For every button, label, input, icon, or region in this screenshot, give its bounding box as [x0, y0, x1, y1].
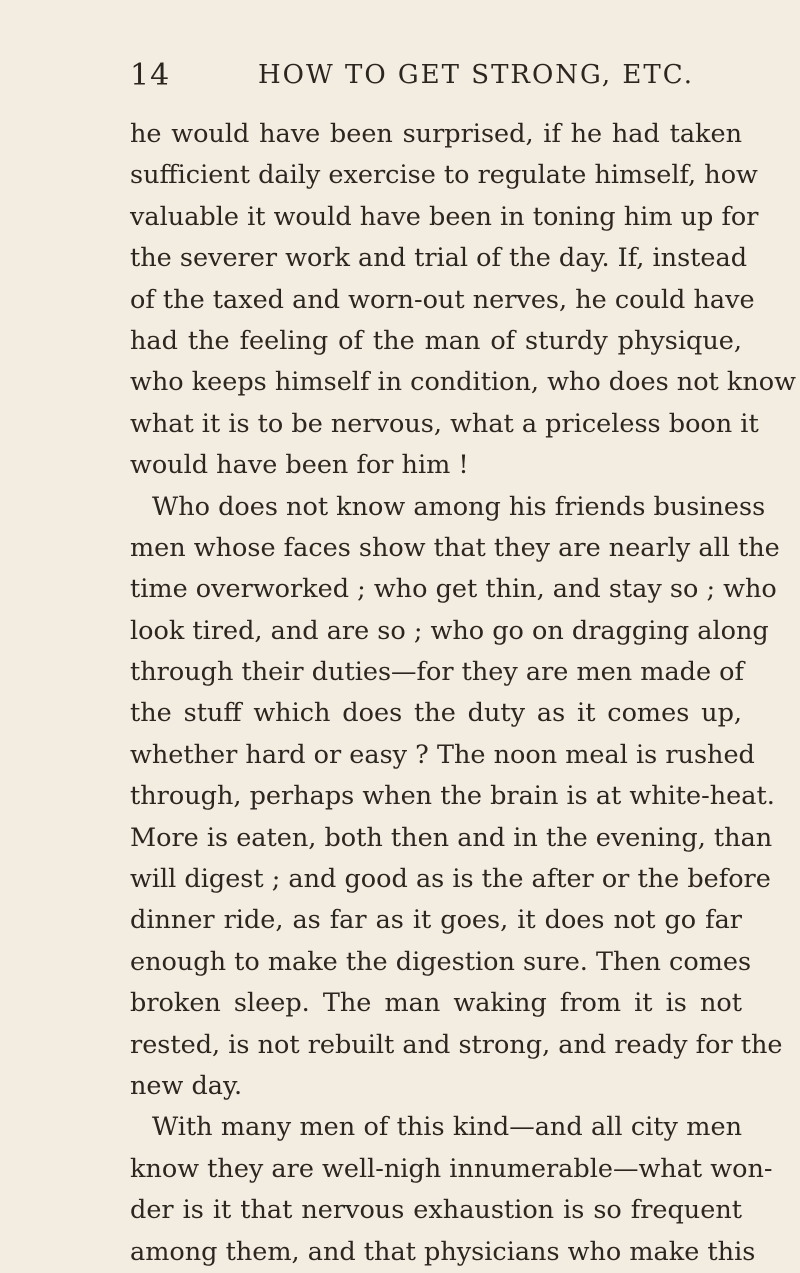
text-line: broken sleep. The man waking from it is not: [130, 988, 742, 1019]
text-line: the severer work and trial of the day. If, instead: [130, 243, 748, 274]
text-line: sufficient daily exercise to regulate himself, how: [130, 160, 758, 191]
text-line: know they are well-nigh innumerable—what won-: [130, 1153, 773, 1184]
text-line: through their duties—for they are men made of: [130, 657, 744, 688]
text-line-paragraph-start: With many men of this kind—and all city men: [152, 1112, 742, 1143]
text-line: rested, is not rebuilt and strong, and ready for the: [130, 1029, 783, 1060]
text-line: der is it that nervous exhaustion is so frequent: [130, 1195, 742, 1226]
text-line-paragraph-end: new day.: [130, 1070, 243, 1101]
text-line: who keeps himself in condition, who does not know: [130, 367, 796, 398]
text-line: valuable it would have been in toning him up for: [130, 201, 759, 232]
text-line: through, perhaps when the brain is at white-heat.: [130, 781, 775, 812]
body-text: [130, 114, 796, 1273]
text-line: he would have been surprised, if he had taken: [130, 119, 742, 149]
text-line: More is eaten, both then and in the evening, than: [130, 822, 773, 853]
running-head: [130, 58, 750, 98]
text-line: among them, and that physicians who make this: [130, 1236, 756, 1267]
running-title: HOW TO GET STRONG, ETC.: [258, 60, 694, 90]
text-line: time overworked ; who get thin, and stay so ; who: [130, 574, 777, 605]
page-number: 14: [130, 58, 171, 93]
text-line: what it is to be nervous, what a priceless boon it: [130, 408, 759, 439]
text-line: look tired, and are so ; who go on dragging along: [130, 615, 769, 646]
text-line-paragraph-end: would have been for him !: [130, 450, 469, 481]
text-line: the stuff which does the duty as it comes up,: [130, 698, 742, 729]
text-line: enough to make the digestion sure. Then comes: [130, 946, 752, 977]
text-line: of the taxed and worn-out nerves, he could have: [130, 284, 755, 315]
text-line-paragraph-start: Who does not know among his friends business: [152, 491, 766, 522]
text-line: whether hard or easy ? The noon meal is rushed: [130, 739, 755, 770]
text-line: men whose faces show that they are nearly all the: [130, 532, 780, 563]
text-line: dinner ride, as far as it goes, it does not go far: [130, 905, 742, 936]
text-line: had the feeling of the man of sturdy physique,: [130, 325, 742, 356]
text-line: will digest ; and good as is the after or the before: [130, 864, 771, 895]
